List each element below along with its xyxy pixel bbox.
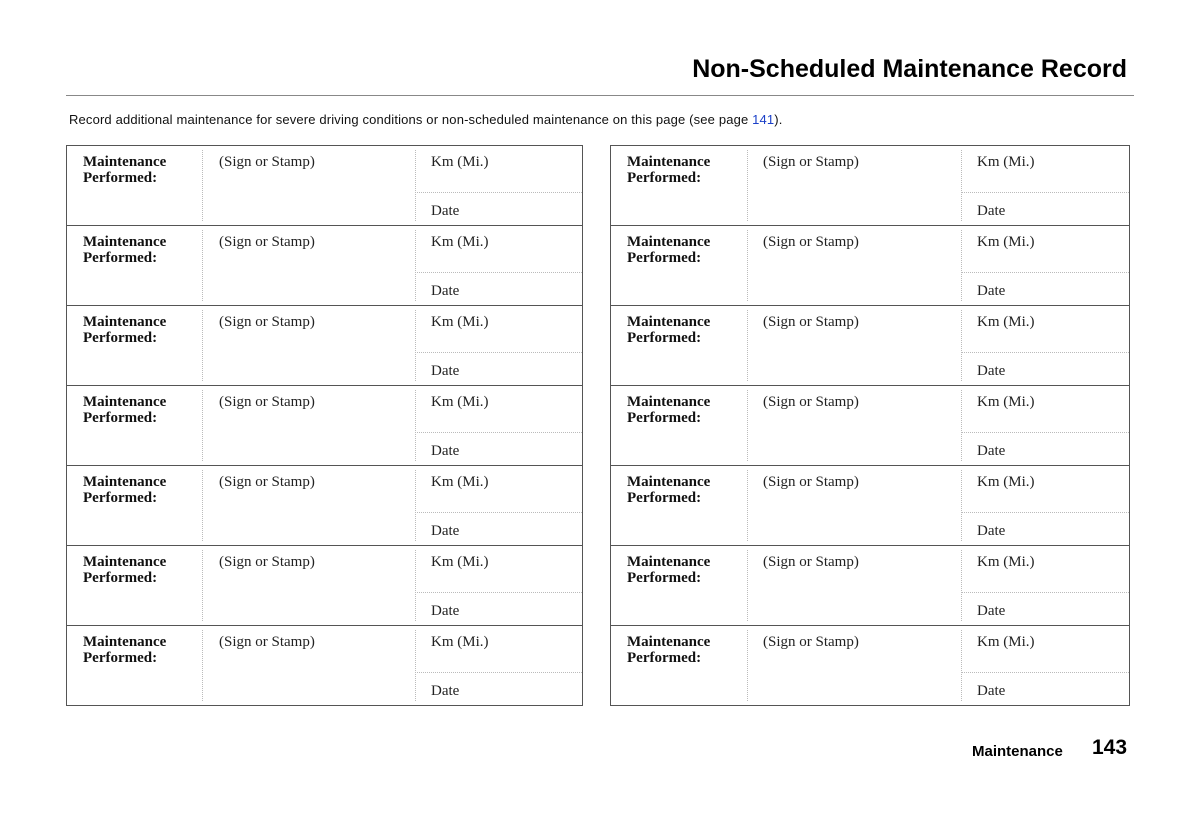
date-field[interactable]: Date — [431, 603, 460, 619]
odometer-divider — [415, 550, 416, 621]
date-divider — [415, 272, 582, 273]
maintenance-label-line2: Performed: — [83, 570, 158, 586]
sign-or-stamp-field[interactable]: (Sign or Stamp) — [763, 394, 859, 410]
date-field[interactable]: Date — [431, 683, 460, 699]
maintenance-label-line2: Performed: — [627, 570, 702, 586]
odometer-field[interactable]: Km (Mi.) — [977, 234, 1035, 250]
sign-or-stamp-field[interactable]: (Sign or Stamp) — [219, 154, 315, 170]
date-field[interactable]: Date — [977, 443, 1006, 459]
maintenance-label-line1: Maintenance — [83, 314, 167, 330]
maintenance-label-line2: Performed: — [83, 250, 158, 266]
odometer-field[interactable]: Km (Mi.) — [431, 154, 489, 170]
maintenance-performed-label — [83, 394, 166, 426]
date-field[interactable]: Date — [431, 203, 460, 219]
odometer-divider — [415, 390, 416, 461]
odometer-divider — [961, 230, 962, 301]
record-column-right — [610, 145, 1130, 706]
signature-divider — [747, 390, 748, 461]
signature-divider — [202, 550, 203, 621]
date-divider — [961, 512, 1129, 513]
date-divider — [415, 512, 582, 513]
signature-divider — [747, 550, 748, 621]
odometer-divider — [961, 550, 962, 621]
odometer-divider — [961, 390, 962, 461]
odometer-field[interactable]: Km (Mi.) — [431, 474, 489, 490]
maintenance-record-left-5 — [67, 465, 582, 545]
maintenance-record-left-6 — [67, 545, 582, 625]
odometer-field[interactable]: Km (Mi.) — [431, 234, 489, 250]
maintenance-performed-label — [627, 474, 710, 506]
date-field[interactable]: Date — [977, 363, 1006, 379]
odometer-divider — [415, 470, 416, 541]
maintenance-label-line1: Maintenance — [83, 234, 167, 250]
odometer-field[interactable]: Km (Mi.) — [977, 474, 1035, 490]
date-divider — [961, 592, 1129, 593]
date-divider — [415, 352, 582, 353]
maintenance-record-left-2 — [67, 225, 582, 305]
maintenance-record-right-3 — [611, 305, 1129, 385]
sign-or-stamp-field[interactable]: (Sign or Stamp) — [219, 634, 315, 650]
maintenance-label-line2: Performed: — [627, 490, 702, 506]
maintenance-label-line1: Maintenance — [627, 634, 711, 650]
signature-divider — [202, 230, 203, 301]
maintenance-record-left-4 — [67, 385, 582, 465]
maintenance-performed-label — [627, 554, 710, 586]
page-reference-link[interactable]: 141 — [752, 112, 775, 127]
maintenance-performed-label — [627, 154, 710, 186]
signature-divider — [747, 150, 748, 221]
odometer-field[interactable]: Km (Mi.) — [977, 154, 1035, 170]
intro-text-start: Record additional maintenance for severe driving conditions or non-scheduled maintenance on this page (see page — [69, 112, 753, 127]
maintenance-performed-label — [627, 314, 710, 346]
maintenance-label-line1: Maintenance — [83, 554, 167, 570]
sign-or-stamp-field[interactable]: (Sign or Stamp) — [763, 234, 859, 250]
sign-or-stamp-field[interactable]: (Sign or Stamp) — [763, 314, 859, 330]
maintenance-record-right-6 — [611, 545, 1129, 625]
odometer-field[interactable]: Km (Mi.) — [431, 634, 489, 650]
maintenance-performed-label — [83, 234, 166, 266]
maintenance-label-line1: Maintenance — [627, 554, 711, 570]
maintenance-label-line2: Performed: — [83, 410, 158, 426]
signature-divider — [202, 470, 203, 541]
date-divider — [961, 272, 1129, 273]
maintenance-label-line1: Maintenance — [627, 474, 711, 490]
maintenance-record-right-7 — [611, 625, 1129, 705]
page-title: Non-Scheduled Maintenance Record — [692, 55, 1127, 83]
maintenance-record-left-7 — [67, 625, 582, 705]
date-field[interactable]: Date — [977, 683, 1006, 699]
odometer-field[interactable]: Km (Mi.) — [431, 554, 489, 570]
page-number: 143 — [1092, 736, 1128, 759]
maintenance-performed-label — [627, 234, 710, 266]
date-divider — [961, 192, 1129, 193]
date-divider — [415, 432, 582, 433]
date-field[interactable]: Date — [431, 443, 460, 459]
intro-text-end: ). — [774, 112, 783, 127]
maintenance-record-right-2 — [611, 225, 1129, 305]
maintenance-label-line1: Maintenance — [627, 394, 711, 410]
odometer-field[interactable]: Km (Mi.) — [977, 554, 1035, 570]
odometer-divider — [415, 310, 416, 381]
date-field[interactable]: Date — [977, 523, 1006, 539]
signature-divider — [747, 630, 748, 701]
maintenance-label-line2: Performed: — [83, 490, 158, 506]
odometer-divider — [415, 230, 416, 301]
odometer-field[interactable]: Km (Mi.) — [977, 394, 1035, 410]
signature-divider — [747, 470, 748, 541]
maintenance-performed-label — [83, 554, 166, 586]
odometer-divider — [415, 630, 416, 701]
maintenance-label-line1: Maintenance — [627, 234, 711, 250]
signature-divider — [747, 230, 748, 301]
date-divider — [415, 192, 582, 193]
maintenance-record-right-4 — [611, 385, 1129, 465]
date-divider — [415, 672, 582, 673]
maintenance-performed-label — [627, 634, 710, 666]
odometer-divider — [961, 150, 962, 221]
maintenance-label-line2: Performed: — [83, 170, 158, 186]
maintenance-record-left-3 — [67, 305, 582, 385]
maintenance-performed-label — [83, 314, 166, 346]
maintenance-record-left-1 — [67, 145, 582, 225]
odometer-divider — [961, 470, 962, 541]
sign-or-stamp-field[interactable]: (Sign or Stamp) — [219, 314, 315, 330]
odometer-field[interactable]: Km (Mi.) — [431, 394, 489, 410]
signature-divider — [202, 390, 203, 461]
odometer-divider — [961, 630, 962, 701]
date-divider — [961, 672, 1129, 673]
maintenance-performed-label — [83, 634, 166, 666]
maintenance-label-line1: Maintenance — [627, 154, 711, 170]
maintenance-record-right-1 — [611, 145, 1129, 225]
maintenance-label-line2: Performed: — [627, 650, 702, 666]
maintenance-label-line1: Maintenance — [627, 314, 711, 330]
signature-divider — [747, 310, 748, 381]
date-field[interactable]: Date — [431, 283, 460, 299]
sign-or-stamp-field[interactable]: (Sign or Stamp) — [219, 474, 315, 490]
maintenance-performed-label — [627, 394, 710, 426]
date-field[interactable]: Date — [431, 363, 460, 379]
signature-divider — [202, 630, 203, 701]
odometer-divider — [961, 310, 962, 381]
maintenance-label-line2: Performed: — [627, 250, 702, 266]
maintenance-label-line2: Performed: — [83, 330, 158, 346]
record-column-left — [66, 145, 583, 706]
footer-section-name: Maintenance — [972, 743, 1063, 760]
sign-or-stamp-field[interactable]: (Sign or Stamp) — [763, 474, 859, 490]
odometer-divider — [415, 150, 416, 221]
signature-divider — [202, 310, 203, 381]
date-field[interactable]: Date — [977, 283, 1006, 299]
sign-or-stamp-field[interactable]: (Sign or Stamp) — [763, 554, 859, 570]
date-field[interactable]: Date — [431, 523, 460, 539]
maintenance-label-line1: Maintenance — [83, 474, 167, 490]
maintenance-label-line2: Performed: — [627, 410, 702, 426]
sign-or-stamp-field[interactable]: (Sign or Stamp) — [219, 554, 315, 570]
maintenance-label-line1: Maintenance — [83, 154, 167, 170]
maintenance-label-line2: Performed: — [83, 650, 158, 666]
date-field[interactable]: Date — [977, 203, 1006, 219]
date-divider — [961, 432, 1129, 433]
intro-text — [69, 112, 783, 127]
date-field[interactable]: Date — [977, 603, 1006, 619]
title-rule — [66, 95, 1134, 96]
sign-or-stamp-field[interactable]: (Sign or Stamp) — [219, 394, 315, 410]
odometer-field[interactable]: Km (Mi.) — [977, 314, 1035, 330]
maintenance-performed-label — [83, 474, 166, 506]
maintenance-record-right-5 — [611, 465, 1129, 545]
date-divider — [415, 592, 582, 593]
maintenance-label-line1: Maintenance — [83, 394, 167, 410]
odometer-field[interactable]: Km (Mi.) — [977, 634, 1035, 650]
sign-or-stamp-field[interactable]: (Sign or Stamp) — [763, 634, 859, 650]
maintenance-label-line2: Performed: — [627, 330, 702, 346]
sign-or-stamp-field[interactable]: (Sign or Stamp) — [219, 234, 315, 250]
maintenance-performed-label — [83, 154, 166, 186]
sign-or-stamp-field[interactable]: (Sign or Stamp) — [763, 154, 859, 170]
maintenance-label-line1: Maintenance — [83, 634, 167, 650]
signature-divider — [202, 150, 203, 221]
date-divider — [961, 352, 1129, 353]
odometer-field[interactable]: Km (Mi.) — [431, 314, 489, 330]
maintenance-label-line2: Performed: — [627, 170, 702, 186]
